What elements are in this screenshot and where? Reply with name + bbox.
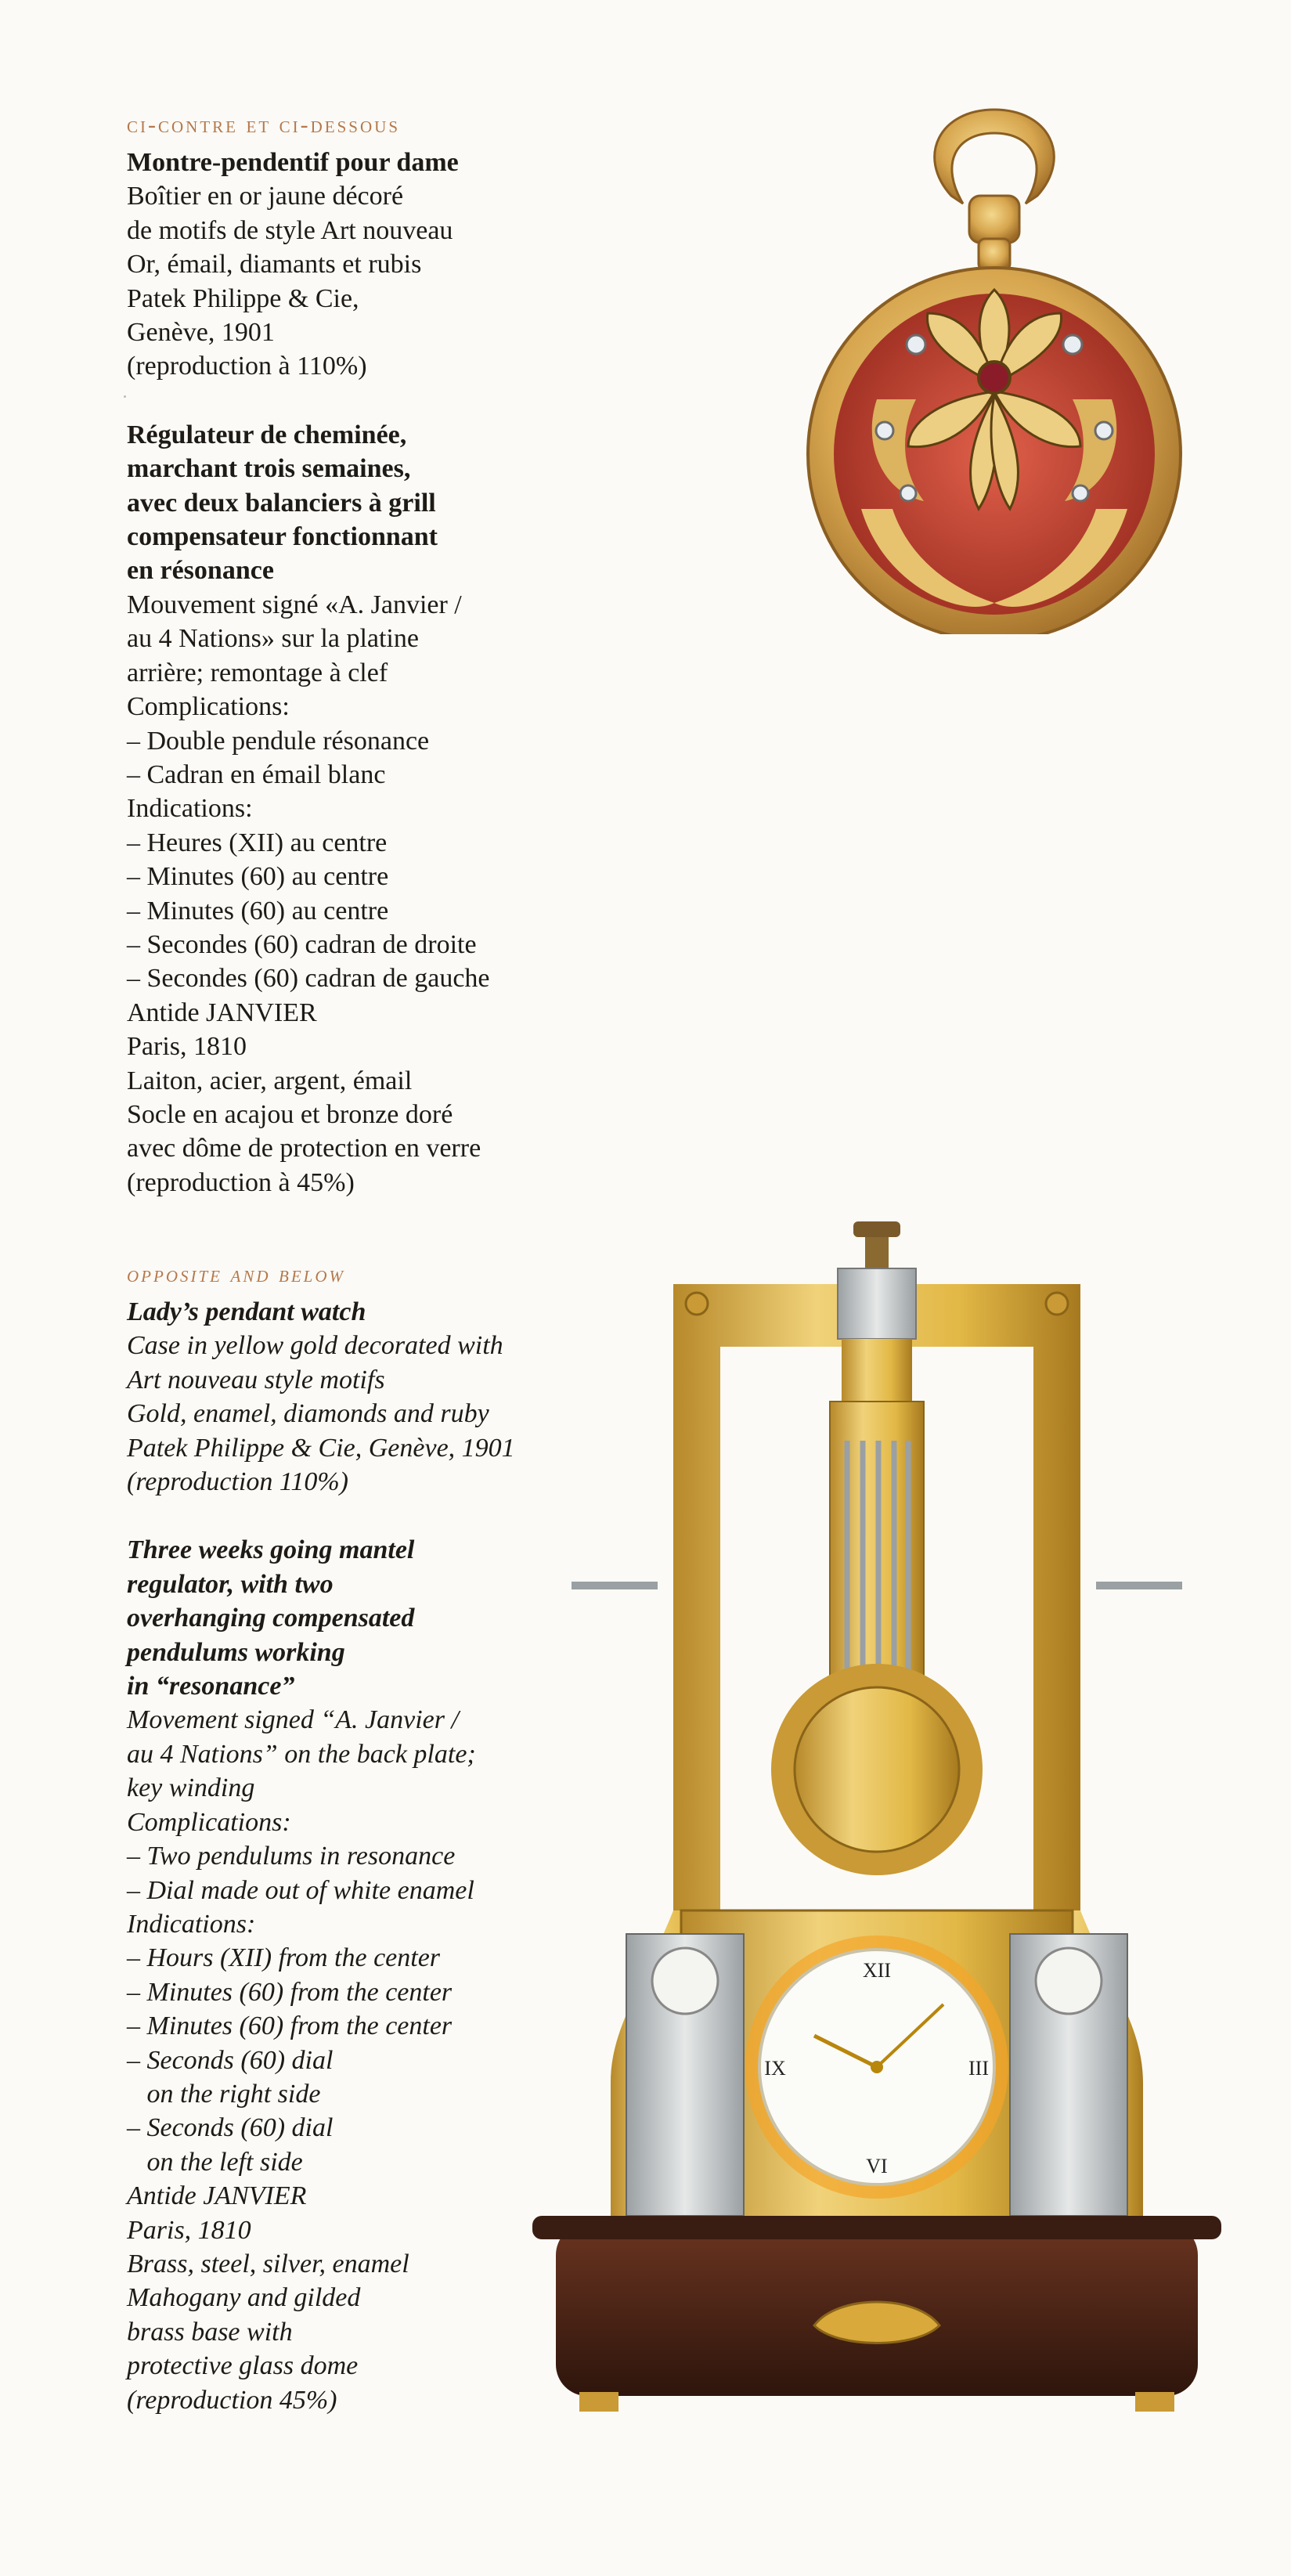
text-line: Brass, steel, silver, enamel: [127, 2249, 409, 2278]
text-line: Patek Philippe & Cie, Genève, 1901: [127, 1433, 515, 1463]
text-line: on the right side: [127, 2079, 321, 2109]
title-line: Régulateur de cheminée,: [127, 420, 407, 449]
text-line: – Minutes (60) au centre: [127, 896, 389, 925]
title-line: overhanging compensated: [127, 1604, 415, 1633]
text-line: au 4 Nations” on the back plate;: [127, 1739, 476, 1769]
title-line: en résonance: [127, 556, 274, 586]
title-line: compensateur fonctionnant: [127, 522, 438, 552]
text-line: de motifs de style Art nouveau: [127, 215, 453, 245]
text-line: Case in yellow gold decorated with: [127, 1331, 503, 1361]
pendant-watch-icon: [791, 102, 1198, 634]
text-line: (reproduction à 110%): [127, 352, 367, 381]
text-line: Art nouveau style motifs: [127, 1365, 385, 1394]
text-line: Boîtier en or jaune décoré: [127, 182, 404, 211]
text-line: Laiton, acier, argent, émail: [127, 1066, 413, 1095]
text-line: – Seconds (60) dial: [127, 2113, 334, 2143]
text-line: Genève, 1901: [127, 318, 275, 348]
mantel-regulator-photo: [485, 1206, 1276, 2427]
text-line: avec dôme de protection en verre: [127, 1134, 481, 1164]
text-line: – Dial made out of white enamel: [127, 1875, 474, 1905]
text-line: – Cadran en émail blanc: [127, 759, 386, 789]
text-line: protective glass dome: [127, 2351, 359, 2381]
english-kicker: opposite and below: [127, 1261, 345, 1287]
mantel-regulator-icon: [485, 1206, 1276, 2427]
english-item1-title: Lady’s pendant watch: [127, 1297, 366, 1326]
french-item2-lines: [127, 588, 565, 1200]
text-line: Movement signed “A. Janvier /: [127, 1705, 459, 1735]
text-line: – Minutes (60) from the center: [127, 2011, 453, 2041]
text-line: Antide JANVIER: [127, 2181, 307, 2211]
text-line: – Secondes (60) cadran de gauche: [127, 964, 490, 994]
stray-mark: [124, 395, 126, 398]
title-line: in “resonance”: [127, 1672, 295, 1701]
text-line: Complications:: [127, 1807, 291, 1837]
text-line: (reproduction à 45%): [127, 1167, 355, 1197]
title-line: Three weeks going mantel: [127, 1535, 415, 1565]
text-line: (reproduction 110%): [127, 1467, 348, 1497]
text-line: – Seconds (60) dial: [127, 2045, 334, 2075]
text-line: Or, émail, diamants et rubis: [127, 250, 422, 280]
title-line: avec deux balanciers à grill: [127, 488, 436, 518]
text-line: brass base with: [127, 2317, 293, 2347]
text-line: Antide JANVIER: [127, 998, 317, 1027]
text-line: Patek Philippe & Cie,: [127, 283, 359, 313]
text-line: Mouvement signé «A. Janvier /: [127, 590, 462, 619]
text-line: – Minutes (60) au centre: [127, 862, 389, 892]
french-item2-title: [127, 418, 565, 588]
text-line: Paris, 1810: [127, 2215, 251, 2245]
text-line: – Minutes (60) from the center: [127, 1977, 453, 2007]
french-item1-title: Montre-pendentif pour dame: [127, 148, 459, 177]
text-line: – Double pendule résonance: [127, 726, 430, 756]
title-line: marchant trois semaines,: [127, 454, 411, 484]
text-line: Indications:: [127, 1909, 256, 1939]
svg-text:III: III: [968, 2057, 989, 2080]
text-line: – Two pendulums in resonance: [127, 1842, 456, 1871]
svg-text:IX: IX: [764, 2057, 786, 2080]
text-line: Mahogany and gilded: [127, 2283, 361, 2313]
text-line: au 4 Nations» sur la platine: [127, 624, 419, 654]
text-line: – Heures (XII) au centre: [127, 828, 388, 857]
french-item1-lines: [127, 179, 565, 383]
text-line: Socle en acajou et bronze doré: [127, 1099, 453, 1129]
text-line: Indications:: [127, 794, 253, 824]
french-kicker: ci-contre et ci-dessous: [127, 112, 400, 138]
pendant-watch-photo: [791, 102, 1198, 634]
svg-text:VI: VI: [866, 2155, 888, 2177]
french-caption: [127, 110, 565, 1200]
text-line: – Secondes (60) cadran de droite: [127, 929, 477, 959]
title-line: regulator, with two: [127, 1569, 334, 1599]
text-line: (reproduction 45%): [127, 2385, 337, 2415]
svg-text:XII: XII: [862, 1959, 892, 1982]
text-line: on the left side: [127, 2147, 303, 2177]
text-line: Gold, enamel, diamonds and ruby: [127, 1399, 489, 1429]
text-line: – Hours (XII) from the center: [127, 1943, 441, 1973]
text-line: Complications:: [127, 692, 290, 722]
text-line: arrière; remontage à clef: [127, 658, 388, 687]
title-line: pendulums working: [127, 1637, 345, 1667]
text-line: Paris, 1810: [127, 1032, 247, 1062]
text-line: key winding: [127, 1773, 255, 1803]
